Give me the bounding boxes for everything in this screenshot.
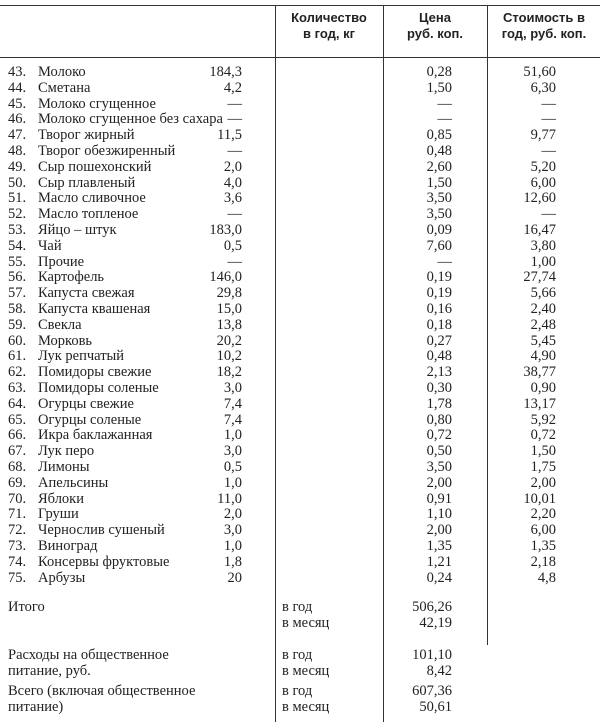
table-row	[0, 254, 600, 270]
row-product-name: Апельсины	[38, 474, 109, 491]
summary-all	[0, 683, 600, 717]
row-quantity: 20,2	[216, 332, 242, 349]
public-year-period: в год	[282, 647, 313, 663]
row-product-name: Яблоки	[38, 490, 84, 507]
row-cost: 5,20	[530, 158, 556, 175]
row-cost: 0,72	[530, 427, 556, 444]
row-product-name: Сыр пошехонский	[38, 158, 152, 175]
row-number: 44.	[8, 79, 27, 96]
row-quantity: 11,5	[217, 127, 242, 144]
row-price: 2,00	[426, 522, 452, 539]
row-number: 59.	[8, 316, 27, 333]
table-row	[0, 159, 600, 175]
row-cost: 6,00	[530, 174, 556, 191]
public-month-period: в месяц	[282, 663, 330, 679]
row-price: 0,30	[426, 380, 452, 396]
table-row	[0, 285, 600, 301]
row-price: 0,09	[426, 222, 452, 238]
table-row	[0, 475, 600, 491]
row-cost: —	[541, 143, 556, 159]
table-row	[0, 396, 600, 412]
row-quantity: 3,0	[223, 380, 242, 396]
row-quantity: 184,3	[209, 64, 242, 80]
row-product-name: Лук перо	[38, 443, 95, 460]
row-number: 69.	[8, 474, 27, 491]
row-number: 71.	[8, 506, 27, 523]
row-number: 50.	[8, 174, 27, 191]
total-year-value: 506,26	[412, 599, 452, 615]
row-quantity: 183,0	[209, 222, 242, 238]
total-year-period: в год	[282, 599, 313, 615]
row-quantity: 13,8	[216, 316, 242, 333]
row-product-name: Морковь	[38, 332, 93, 349]
row-cost: 5,66	[530, 285, 556, 302]
row-number: 51.	[8, 190, 27, 207]
public-year-value: 101,10	[412, 647, 452, 663]
row-price: 0,24	[426, 569, 452, 586]
all-month-value: 50,61	[419, 699, 452, 715]
row-quantity: 3,0	[223, 522, 242, 539]
row-product-name: Чай	[38, 237, 62, 254]
top-rule	[0, 5, 600, 6]
row-number: 57.	[8, 285, 27, 302]
row-product-name: Помидоры свежие	[38, 364, 152, 381]
table-row	[0, 127, 600, 143]
row-price: 0,48	[426, 143, 452, 159]
row-number: 62.	[8, 364, 27, 381]
summary-total	[0, 599, 600, 633]
row-price: 0,27	[426, 332, 452, 349]
row-cost: —	[541, 206, 556, 223]
row-number: 68.	[8, 459, 27, 475]
row-cost: 2,18	[530, 553, 556, 570]
row-product-name: Творог жирный	[38, 127, 135, 144]
row-quantity: 4,2	[223, 79, 242, 96]
row-number: 60.	[8, 332, 27, 349]
row-price: 2,60	[426, 158, 452, 175]
row-quantity: —	[227, 95, 242, 112]
row-price: 1,10	[426, 506, 452, 523]
row-number: 64.	[8, 395, 27, 412]
row-price: 1,78	[426, 395, 452, 412]
row-price: —	[437, 253, 452, 270]
row-product-name: Огурцы соленые	[38, 411, 142, 428]
row-cost: 38,77	[523, 364, 556, 381]
table-row	[0, 301, 600, 317]
row-cost: 5,92	[530, 411, 556, 428]
row-quantity: —	[227, 111, 242, 128]
row-cost: 1,50	[530, 443, 556, 460]
row-product-name: Помидоры соленые	[38, 380, 159, 396]
table-row	[0, 506, 600, 522]
row-quantity: 146,0	[209, 269, 242, 286]
row-quantity: 3,6	[223, 190, 242, 207]
row-price: 0,91	[426, 490, 452, 507]
row-price: 0,48	[426, 348, 452, 365]
row-number: 65.	[8, 411, 27, 428]
public-label-line1: Расходы на общественное	[8, 647, 169, 663]
all-label-line2: питание)	[8, 699, 64, 715]
row-cost: 2,00	[530, 474, 556, 491]
row-quantity: 18,2	[216, 364, 242, 381]
row-number: 55.	[8, 253, 27, 270]
row-product-name: Икра баклажанная	[38, 427, 153, 444]
table-row	[0, 554, 600, 570]
row-number: 53.	[8, 222, 27, 238]
row-number: 58.	[8, 301, 27, 317]
table-row	[0, 538, 600, 554]
row-product-name: Лимоны	[38, 459, 90, 475]
row-price: 3,50	[426, 459, 452, 475]
row-quantity: 1,8	[223, 553, 242, 570]
row-product-name: Картофель	[38, 269, 105, 286]
row-product-name: Масло топленое	[38, 206, 139, 223]
row-price: 1,50	[426, 79, 452, 96]
total-month-period: в месяц	[282, 615, 330, 631]
row-price: 0,80	[426, 411, 452, 428]
total-label: Итого	[8, 599, 45, 615]
row-cost: 2,40	[530, 301, 556, 317]
row-product-name: Арбузы	[38, 569, 86, 586]
row-cost: 12,60	[523, 190, 556, 207]
header-quantity-line1: Количество	[291, 10, 367, 25]
row-product-name: Молоко сгущенное без сахара	[38, 111, 223, 128]
row-cost: 4,8	[537, 569, 556, 586]
table-row	[0, 111, 600, 127]
row-price: 0,19	[426, 285, 452, 302]
row-cost: 10,01	[523, 490, 556, 507]
row-quantity: 2,0	[223, 506, 242, 523]
table-row	[0, 269, 600, 285]
table-row	[0, 522, 600, 538]
table-row	[0, 491, 600, 507]
summary-public	[0, 647, 600, 681]
total-month-value: 42,19	[419, 615, 452, 631]
row-price: 2,13	[426, 364, 452, 381]
header-cost-line1: Стоимость в	[503, 10, 585, 25]
row-number: 47.	[8, 127, 27, 144]
row-price: 1,35	[426, 538, 452, 554]
table-row	[0, 459, 600, 475]
table-row	[0, 412, 600, 428]
row-price: 0,85	[426, 127, 452, 144]
row-price: 0,50	[426, 443, 452, 460]
row-number: 49.	[8, 158, 27, 175]
table-row	[0, 317, 600, 333]
row-cost: 1,35	[530, 538, 556, 554]
table-row	[0, 143, 600, 159]
row-price: 1,21	[426, 553, 452, 570]
row-product-name: Творог обезжиренный	[38, 143, 176, 159]
row-product-name: Капуста квашеная	[38, 301, 151, 317]
row-price: —	[437, 111, 452, 128]
row-product-name: Молоко	[38, 64, 86, 80]
header-rule	[0, 57, 600, 58]
row-number: 48.	[8, 143, 27, 159]
table-row	[0, 222, 600, 238]
header-cost	[488, 10, 600, 42]
row-cost: 1,00	[530, 253, 556, 270]
header-price-line1: Цена	[419, 10, 451, 25]
row-product-name: Прочие	[38, 253, 85, 270]
table-row	[0, 238, 600, 254]
all-label-line1: Всего (включая общественное	[8, 683, 196, 699]
row-product-name: Сметана	[38, 79, 91, 96]
row-number: 63.	[8, 380, 27, 396]
table-row	[0, 348, 600, 364]
row-product-name: Капуста свежая	[38, 285, 135, 302]
row-cost: 2,48	[530, 316, 556, 333]
table-row	[0, 570, 600, 586]
row-number: 74.	[8, 553, 27, 570]
row-price: 0,72	[426, 427, 452, 444]
row-quantity: —	[227, 206, 242, 223]
row-cost: 4,90	[530, 348, 556, 365]
row-price: 2,00	[426, 474, 452, 491]
row-product-name: Чернослив сушеный	[38, 522, 165, 539]
row-product-name: Яйцо – штук	[38, 222, 117, 238]
public-month-value: 8,42	[426, 663, 452, 679]
row-quantity: 3,0	[223, 443, 242, 460]
row-product-name: Груши	[38, 506, 79, 523]
table-row	[0, 175, 600, 191]
header-price	[384, 10, 486, 42]
row-product-name: Лук репчатый	[38, 348, 125, 365]
row-product-name: Консервы фруктовые	[38, 553, 170, 570]
row-price: 7,60	[426, 237, 452, 254]
row-number: 46.	[8, 111, 27, 128]
row-quantity: 7,4	[223, 411, 242, 428]
row-quantity: 11,0	[217, 490, 242, 507]
row-price: 0,28	[426, 64, 452, 80]
row-quantity: 29,8	[216, 285, 242, 302]
row-price: 0,16	[426, 301, 452, 317]
row-cost: 13,17	[523, 395, 556, 412]
row-quantity: 0,5	[223, 237, 242, 254]
row-price: 3,50	[426, 190, 452, 207]
row-cost: 1,75	[530, 459, 556, 475]
table-row	[0, 96, 600, 112]
table-row	[0, 380, 600, 396]
row-quantity: 10,2	[216, 348, 242, 365]
header-quantity	[276, 10, 382, 42]
row-cost: —	[541, 95, 556, 112]
row-quantity: 1,0	[223, 427, 242, 444]
row-quantity: 0,5	[223, 459, 242, 475]
row-quantity: 7,4	[223, 395, 242, 412]
row-cost: 16,47	[523, 222, 556, 238]
row-quantity: —	[227, 253, 242, 270]
row-cost: 5,45	[530, 332, 556, 349]
row-quantity: 1,0	[223, 538, 242, 554]
table-row	[0, 364, 600, 380]
table-row	[0, 443, 600, 459]
row-number: 73.	[8, 538, 27, 554]
header-cost-line2: год, руб. коп.	[501, 26, 587, 41]
row-number: 72.	[8, 522, 27, 539]
row-cost: —	[541, 111, 556, 128]
row-cost: 0,90	[530, 380, 556, 396]
row-cost: 9,77	[530, 127, 556, 144]
row-price: 1,50	[426, 174, 452, 191]
row-number: 75.	[8, 569, 27, 586]
table-row	[0, 206, 600, 222]
row-number: 56.	[8, 269, 27, 286]
row-cost: 27,74	[523, 269, 556, 286]
row-cost: 6,00	[530, 522, 556, 539]
row-number: 43.	[8, 64, 27, 80]
table-row	[0, 64, 600, 80]
row-quantity: 2,0	[223, 158, 242, 175]
all-year-period: в год	[282, 683, 313, 699]
public-label-line2: питание, руб.	[8, 663, 91, 679]
header-quantity-line2: в год, кг	[302, 26, 355, 41]
row-price: 3,50	[426, 206, 452, 223]
row-number: 70.	[8, 490, 27, 507]
row-number: 67.	[8, 443, 27, 460]
row-quantity: 1,0	[223, 474, 242, 491]
row-quantity: —	[227, 143, 242, 159]
table-row	[0, 333, 600, 349]
all-month-period: в месяц	[282, 699, 330, 715]
row-product-name: Молоко сгущенное	[38, 95, 156, 112]
row-quantity: 15,0	[216, 301, 242, 317]
row-quantity: 20	[227, 569, 242, 586]
row-number: 45.	[8, 95, 27, 112]
row-number: 66.	[8, 427, 27, 444]
row-product-name: Сыр плавленый	[38, 174, 136, 191]
row-price: —	[437, 95, 452, 112]
table-row	[0, 80, 600, 96]
all-year-value: 607,36	[412, 683, 452, 699]
row-quantity: 4,0	[223, 174, 242, 191]
row-price: 0,19	[426, 269, 452, 286]
row-product-name: Свекла	[38, 316, 82, 333]
row-number: 54.	[8, 237, 27, 254]
row-number: 52.	[8, 206, 27, 223]
row-number: 61.	[8, 348, 27, 365]
row-cost: 2,20	[530, 506, 556, 523]
row-cost: 6,30	[530, 79, 556, 96]
row-cost: 51,60	[523, 64, 556, 80]
header-price-line2: руб. коп.	[407, 26, 463, 41]
row-price: 0,18	[426, 316, 452, 333]
row-product-name: Масло сливочное	[38, 190, 146, 207]
table-row	[0, 427, 600, 443]
row-cost: 3,80	[530, 237, 556, 254]
row-product-name: Виноград	[38, 538, 98, 554]
row-product-name: Огурцы свежие	[38, 395, 134, 412]
table-row	[0, 190, 600, 206]
